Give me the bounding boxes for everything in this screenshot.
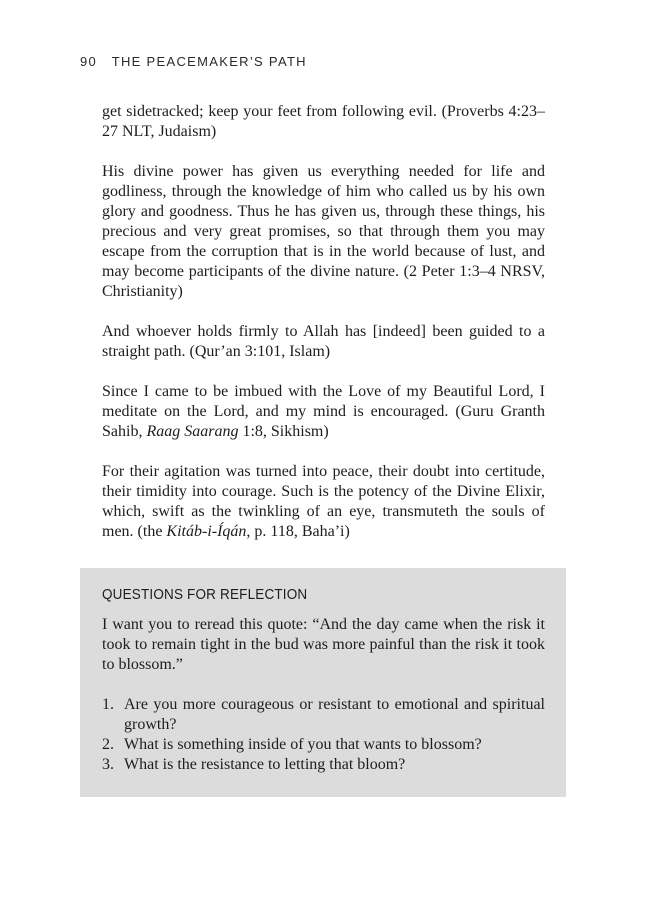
quote-citation: , p. 118, Baha’i) — [246, 523, 350, 540]
running-header — [80, 54, 307, 69]
page-number: 90 — [80, 54, 98, 69]
quote-peter: His divine power has given us everything needed for life and godliness, through the knowledge of him who called us by his own glory and goodness. Thus he has given us, through these things, his precious and very great promises, so that through them you may escape from the corruption that is in the world because of lust, and may become participants of the divine nature. (2 Peter 1:3–4 NRSV, Christianity) — [102, 163, 545, 300]
quote-text: For their agitation was turned into peace, their doubt into certitude, their timidity into courage. Such is the potency of the Divine Elixir, which, swift as the twinkling of an eye, transmuteth the souls of men. (the — [102, 463, 545, 540]
source-title: Kitáb-i-Íqán — [166, 523, 247, 540]
reflection-heading: QUESTIONS FOR REFLECTION — [102, 586, 308, 603]
question-item — [102, 755, 545, 775]
question-text: What is something inside of you that wants to blossom? — [124, 736, 482, 753]
quote-proverbs: get sidetracked; keep your feet from following evil. (Proverbs 4:23–27 NLT, Judaism) — [102, 103, 545, 140]
question-text: Are you more courageous or resistant to emotional and spiritual growth? — [124, 696, 545, 733]
quote-quran: And whoever holds firmly to Allah has [indeed] been guided to a straight path. (Qur’an 3:101, Islam) — [102, 323, 545, 360]
question-item — [102, 735, 545, 755]
book-title: THE PEACEMAKER’S PATH — [111, 54, 307, 69]
question-number: 2. — [102, 736, 114, 753]
source-title: Raag Saarang — [146, 423, 239, 440]
quote-guru-granth — [102, 382, 545, 442]
quote-kitab — [102, 462, 545, 542]
quote-citation: 1:8, Sikhism) — [238, 423, 329, 440]
question-number: 3. — [102, 756, 114, 773]
question-text: What is the resistance to letting that bloom? — [124, 756, 406, 773]
main-text — [102, 102, 545, 562]
quote-text: Since I came to be imbued with the Love of my Beautiful Lord, I meditate on the Lord, and my mind is encouraged. (Guru Granth Sahib, — [102, 383, 545, 440]
question-item — [102, 695, 545, 735]
reflection-intro: I want you to reread this quote: “And the day came when the risk it took to remain tight in the bud was more painful than the risk it took to blossom.” — [102, 616, 545, 673]
reflection-questions — [102, 695, 545, 775]
reflection-box — [80, 568, 566, 797]
question-number: 1. — [102, 696, 114, 713]
